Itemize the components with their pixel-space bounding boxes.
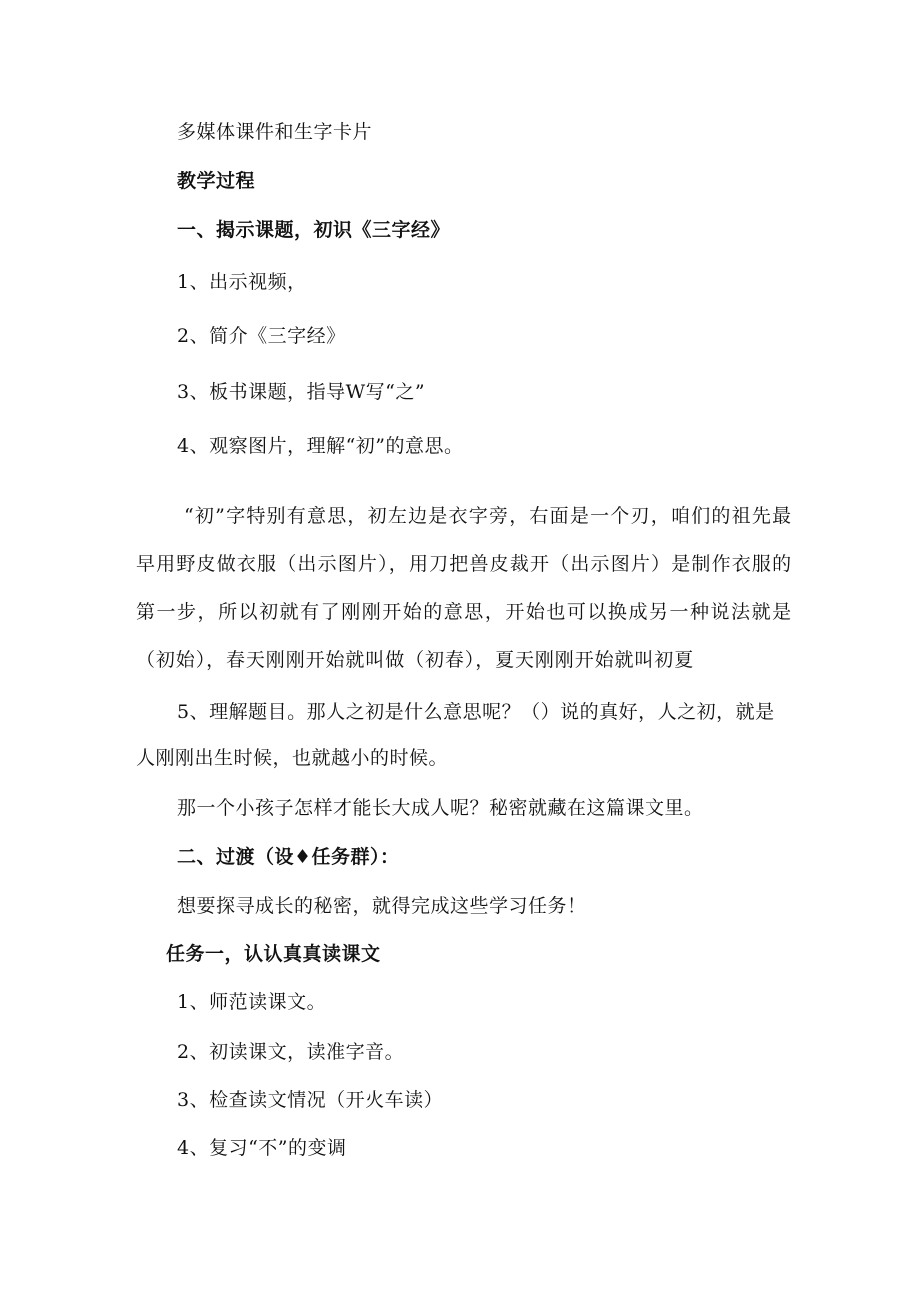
task1-heading: 任务一，认认真真读课文 bbox=[166, 943, 381, 965]
process-heading: 教学过程 bbox=[177, 170, 256, 192]
section1-item-2: 2、简介《三字经》 bbox=[177, 325, 346, 347]
task1-item-4: 4、复习“不”的变调 bbox=[177, 1137, 347, 1159]
task1-item-2: 2、初读课文，读准字音。 bbox=[177, 1041, 405, 1063]
task1-item-3: 3、检查读文情况（开火车读） bbox=[177, 1089, 444, 1111]
transition-line: 那一个小孩子怎样才能长大成人呢？秘密就藏在这篇课文里。 bbox=[177, 797, 704, 819]
section2-heading: 二、过渡（设♦任务群）： bbox=[177, 846, 400, 868]
explanation-text: “初”字特别有意思，初左边是衣字旁，右面是一个刃，咱们的祖先最早用野皮做衣服（出示图片），用刀把兽皮裁开（出示图片）是制作衣服的第一步，所以初就有了刚刚开始的意思，开始也可以换成另一种说法就是（初始），春天刚刚开始就叫做（初春），夏天刚刚开始就叫初夏 bbox=[136, 505, 792, 671]
section1-item-3: 3、板书课题，指导W写“之” bbox=[177, 381, 426, 403]
materials-line: 多媒体课件和生字卡片 bbox=[177, 121, 373, 143]
task1-item-1: 1、师范读课文。 bbox=[177, 991, 327, 1013]
section1-item-5-line1: 5、理解题目。那人之初是什么意思呢？（）说的真好，人之初，就是 bbox=[177, 701, 775, 723]
section1-item-1: 1、出示视频， bbox=[177, 271, 307, 293]
section2-intro: 想要探寻成长的秘密，就得完成这些学习任务！ bbox=[177, 895, 587, 917]
section1-item-5-line2: 人刚刚出生时候，也就越小的时候。 bbox=[136, 747, 449, 769]
section1-heading: 一、揭示课题，初识《三字经》 bbox=[177, 219, 451, 241]
explanation-paragraph bbox=[136, 492, 792, 684]
section1-item-4: 4、观察图片，理解“初”的意思。 bbox=[177, 435, 464, 457]
